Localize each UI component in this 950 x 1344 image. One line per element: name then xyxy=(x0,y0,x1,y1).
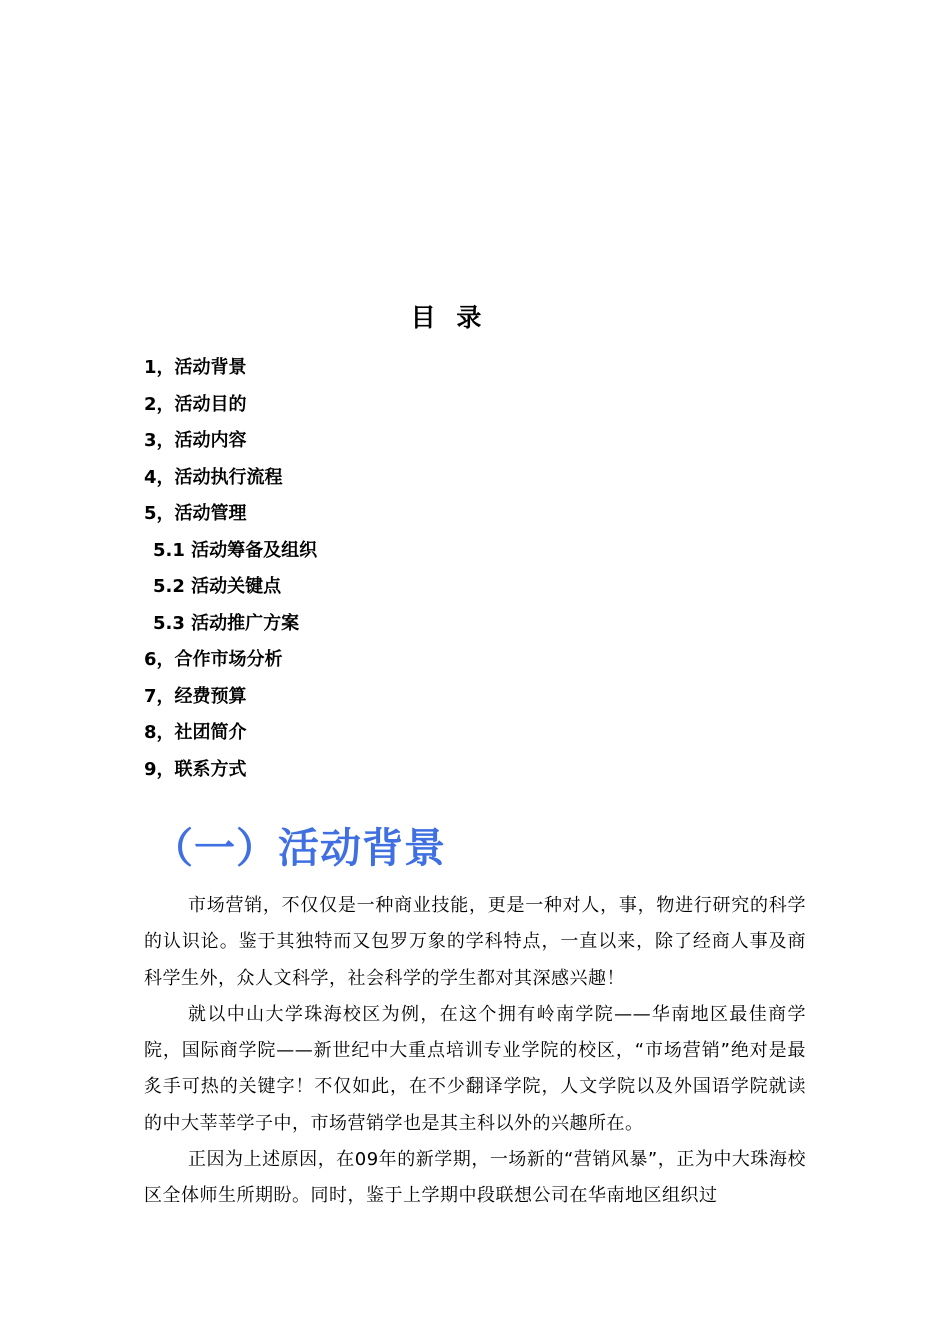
toc-item-5-1: 5.1 活动筹备及组织 xyxy=(153,539,318,561)
paragraph-1: 市场营销，不仅仅是一种商业技能，更是一种对人，事，物进行研究的科学的认识论。鉴于其独特而又包罗万象的学科特点，一直以来，除了经商人事及商科学生外，众人文科学，社会科学的学生都对其深感兴趣！ xyxy=(144,895,806,989)
toc-list xyxy=(144,350,317,788)
toc-item-1: 1，活动背景 xyxy=(144,357,247,378)
paragraph-2: 就以中山大学珠海校区为例，在这个拥有岭南学院——华南地区最佳商学院，国际商学院——新世纪中大重点培训专业学院的校区，“市场营销”绝对是最炙手可热的关键字！不仅如此，在不少翻译学院，人文学院以及外国语学院就读的中大莘莘学子中，市场营销学也是其主科以外的兴趣所在。 xyxy=(144,1003,806,1134)
paragraph-3: 正因为上述原因，在09年的新学期，一场新的“营销风暴”，正为中大珠海校区全体师生所期盼。同时，鉴于上学期中段联想公司在华南地区组织过 xyxy=(144,1149,806,1207)
toc-item-5-3: 5.3 活动推广方案 xyxy=(153,612,300,634)
section-heading: （一）活动背景 xyxy=(152,824,446,872)
section-body xyxy=(144,888,806,1215)
toc-item-7: 7，经费预算 xyxy=(144,685,247,707)
toc-title: 目 录 xyxy=(410,303,488,332)
toc-item-9: 9，联系方式 xyxy=(144,758,247,780)
toc-item-8: 8，社团简介 xyxy=(144,722,247,743)
toc-item-2: 2，活动目的 xyxy=(144,393,247,415)
toc-item-4: 4，活动执行流程 xyxy=(144,466,283,488)
toc-item-3: 3，活动内容 xyxy=(144,430,247,451)
toc-item-5: 5，活动管理 xyxy=(144,503,247,524)
toc-item-6: 6，合作市场分析 xyxy=(144,649,283,670)
toc-item-5-2: 5.2 活动关键点 xyxy=(153,576,282,597)
